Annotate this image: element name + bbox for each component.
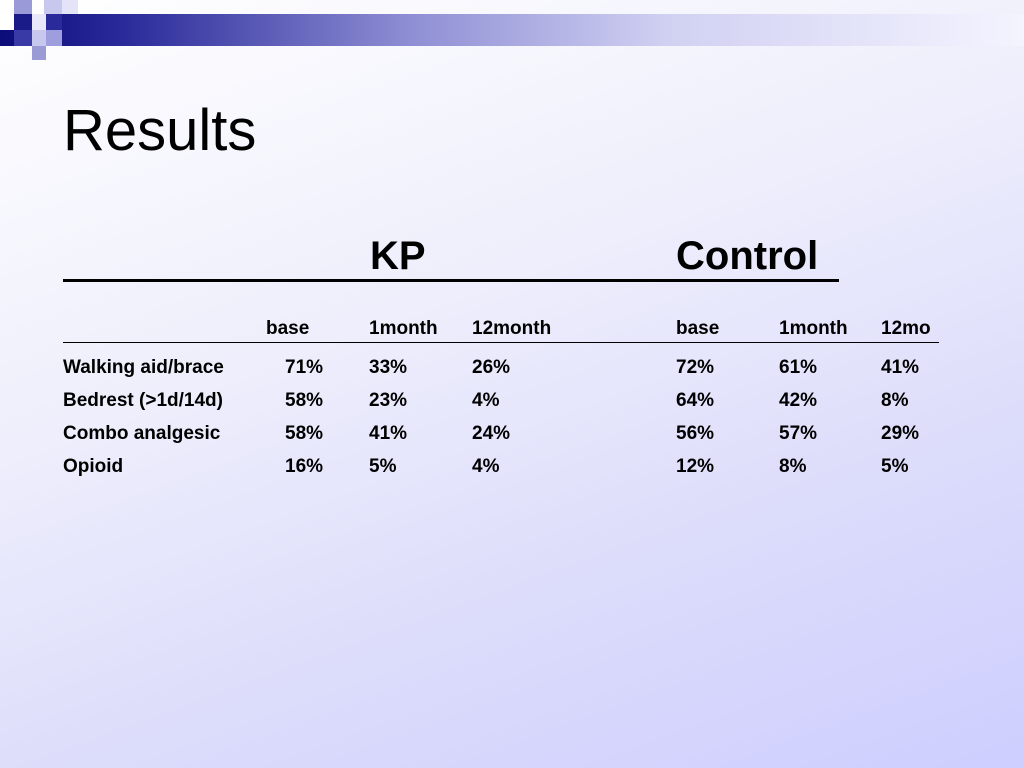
table-cell: 58% xyxy=(285,423,324,444)
table-cell: 57% xyxy=(779,423,818,444)
subheader-underline xyxy=(63,342,939,343)
row-label: Opioid xyxy=(63,456,124,477)
group-header-control: Control xyxy=(676,234,819,278)
row-label: Bedrest (>1d/14d) xyxy=(63,390,223,411)
table-cell: 41% xyxy=(369,423,408,444)
table-cell: 4% xyxy=(472,390,500,411)
subheader-kp-base: base xyxy=(266,318,310,339)
subheader-kp-12month: 12month xyxy=(472,318,552,339)
table-cell: 72% xyxy=(676,357,715,378)
table-cell: 5% xyxy=(369,456,397,477)
table-cell: 61% xyxy=(779,357,818,378)
group-header-kp: KP xyxy=(370,234,426,278)
subheader-control-base: base xyxy=(676,318,720,339)
subheader-kp-1month: 1month xyxy=(369,318,438,339)
table-cell: 16% xyxy=(285,456,324,477)
row-label: Combo analgesic xyxy=(63,423,221,444)
table-cell: 8% xyxy=(779,456,807,477)
table-cell: 4% xyxy=(472,456,500,477)
subheader-control-12mo: 12mo xyxy=(881,318,931,339)
table-cell: 5% xyxy=(881,456,909,477)
subheader-control-1month: 1month xyxy=(779,318,848,339)
table-cell: 58% xyxy=(285,390,324,411)
table-cell: 12% xyxy=(676,456,715,477)
header-underline xyxy=(63,279,839,282)
slide-title: Results xyxy=(63,98,257,163)
table-cell: 24% xyxy=(472,423,511,444)
table-cell: 42% xyxy=(779,390,818,411)
table-cell: 64% xyxy=(676,390,715,411)
table-cell: 41% xyxy=(881,357,920,378)
table-cell: 71% xyxy=(285,357,324,378)
table-cell: 23% xyxy=(369,390,408,411)
table-cell: 8% xyxy=(881,390,909,411)
table-cell: 26% xyxy=(472,357,511,378)
table-cell: 29% xyxy=(881,423,920,444)
decorative-header-bar xyxy=(0,14,1024,46)
table-cell: 56% xyxy=(676,423,715,444)
row-label: Walking aid/brace xyxy=(63,357,224,378)
table-cell: 33% xyxy=(369,357,408,378)
